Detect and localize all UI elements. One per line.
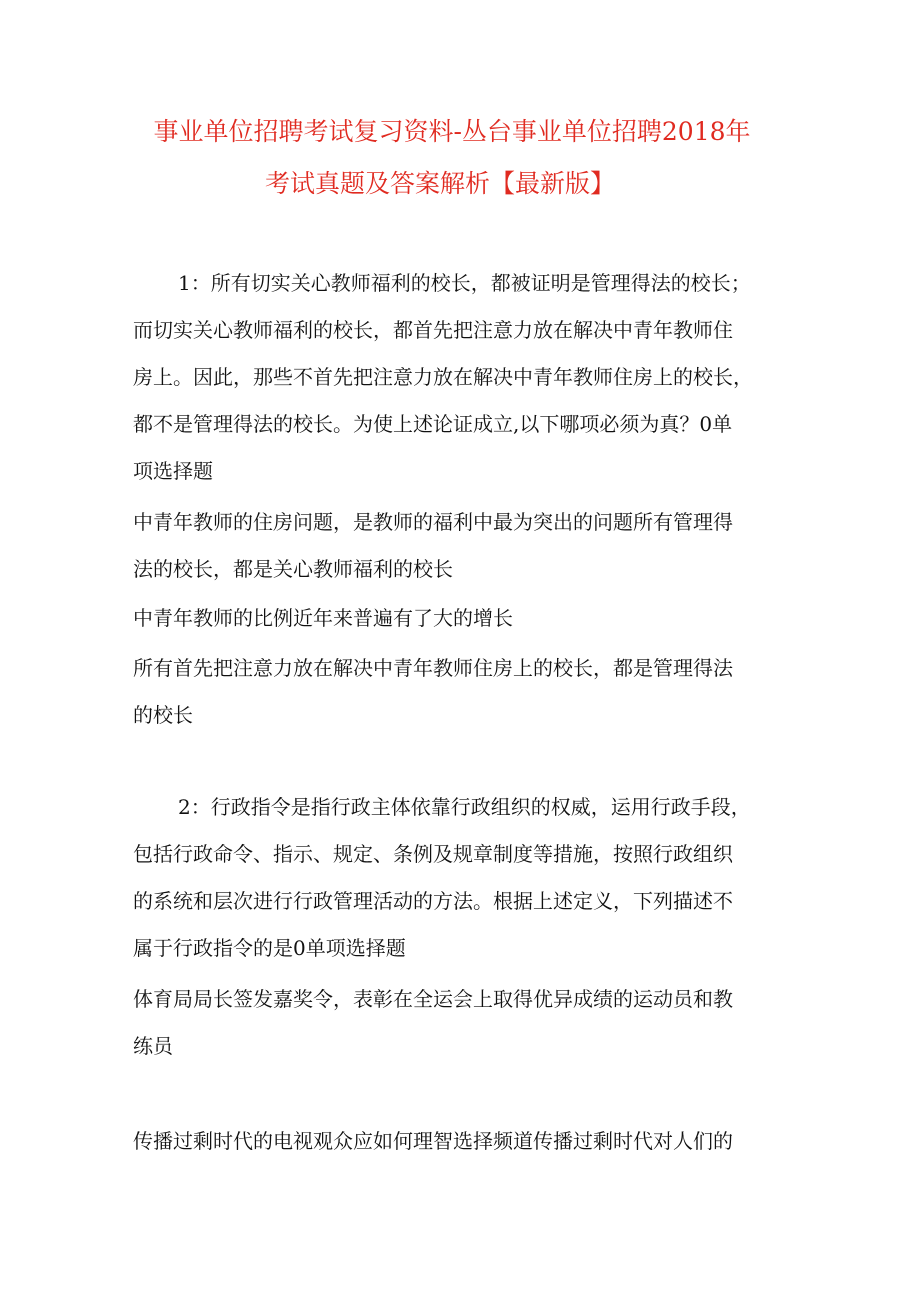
question-1-option-a-line-1: 中青年教师的住房问题，是教师的福利中最为突出的问题所有管理得 — [133, 510, 733, 534]
trailing-text-line: 传播过剩时代的电视观众应如何理智选择频道传播过剩时代对人们的 — [133, 1129, 733, 1153]
question-1-text-line-1: 1：所有切实关心教师福利的校长，都被证明是管理得法的校长； — [178, 271, 751, 295]
question-1-option-c-line-1: 所有首先把注意力放在解决中青年教师住房上的校长，都是管理得法 — [133, 656, 733, 680]
question-2-option-a-line-2: 练员 — [133, 1034, 173, 1058]
question-2-text-line-3: 的系统和层次进行行政管理活动的方法。根据上述定义，下列描述不 — [133, 889, 733, 913]
question-1-text-line-2: 而切实关心教师福利的校长，都首先把注意力放在解决中青年教师住 — [133, 318, 733, 342]
document-title-line-2: 考试真题及答案解析【最新版】 — [264, 169, 615, 198]
question-2-text-line-1: 2：行政指令是指行政主体依靠行政组织的权威，运用行政手段， — [178, 795, 751, 819]
question-1-option-a-line-2: 法的校长，都是关心教师福利的校长 — [133, 557, 453, 581]
question-1-text-line-5: 项选择题 — [133, 459, 213, 483]
document-title-line-1: 事业单位招聘考试复习资料-丛台事业单位招聘2018年 — [153, 117, 751, 146]
question-1-option-b: 中青年教师的比例近年来普遍有了大的增长 — [133, 606, 513, 630]
question-1-option-c-line-2: 的校长 — [133, 703, 193, 727]
question-2-text-line-2: 包括行政命令、指示、规定、条例及规章制度等措施，按照行政组织 — [133, 842, 733, 866]
question-2-option-a-line-1: 体育局局长签发嘉奖令，表彰在全运会上取得优异成绩的运动员和教 — [133, 987, 733, 1011]
question-2-text-line-4: 属于行政指令的是0单项选择题 — [133, 936, 406, 960]
question-1-text-line-3: 房上。因此，那些不首先把注意力放在解决中青年教师住房上的校长， — [133, 365, 753, 389]
question-1-text-line-4: 都不是管理得法的校长。为使上述论证成立,以下哪项必须为真？0单 — [133, 412, 733, 436]
